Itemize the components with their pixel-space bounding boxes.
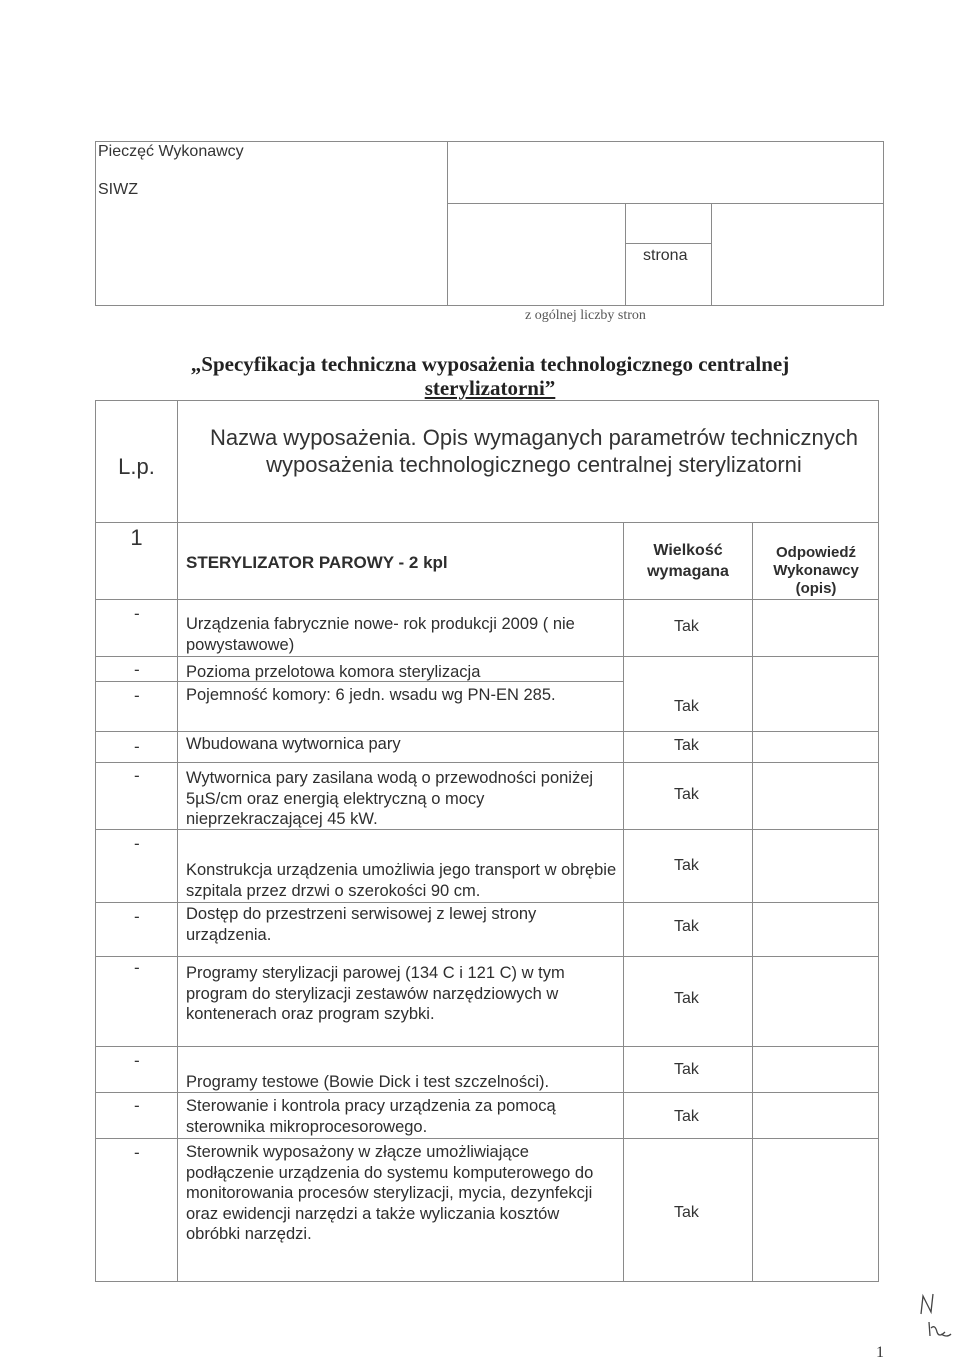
row-text: Dostęp do przestrzeni serwisowej z lewej strony urządzenia. (186, 905, 537, 944)
row-value: Tak (674, 1061, 699, 1078)
handwritten-initials (915, 1288, 955, 1348)
row-value: Tak (674, 737, 699, 754)
row-text: Pojemność komory: 6 jedn. wsadu wg PN-EN 285. (186, 686, 556, 704)
row-lp: - (134, 660, 140, 679)
row-value: Tak (674, 1204, 699, 1221)
column-header-lp: L.p. (118, 454, 155, 479)
row-text: Pozioma przelotowa komora sterylizacja (186, 663, 481, 681)
row-lp: - (134, 1096, 140, 1115)
row-value: Tak (674, 618, 699, 635)
total-pages-label: z ogólnej liczby stron (525, 308, 646, 323)
row-text: Konstrukcja urządzenia umożliwia jego transport w obrębie szpitala przez drzwi o szerokości 90 cm. (186, 861, 617, 900)
row-value: Tak (674, 918, 699, 935)
row-value: Tak (674, 698, 699, 715)
row-lp: - (134, 766, 140, 785)
row-lp: - (134, 737, 140, 756)
section-number: 1 (130, 525, 143, 550)
row-value: Tak (674, 990, 699, 1007)
row-lp: - (134, 1051, 140, 1070)
row-text: Wytwornica pary zasilana wodą o przewodności poniżej 5µS/cm oraz energią elektryczną o mocy nieprzekraczającej 45 kW. (186, 769, 594, 828)
row-value: Tak (674, 786, 699, 803)
title-line-1: „Specyfikacja techniczna wyposażenia technologicznego centralnej (190, 352, 790, 376)
row-value: Tak (674, 857, 699, 874)
row-lp: - (134, 1143, 140, 1162)
row-lp: - (134, 834, 140, 853)
column-header-name: Nazwa wyposażenia. Opis wymaganych parametrów technicznych wyposażenia technologicznego centralnej sterylizatorni (209, 425, 859, 477)
document-title (95, 352, 885, 400)
row-text: Wbudowana wytwornica pary (186, 735, 401, 753)
row-text: Urządzenia fabrycznie nowe- rok produkcji 2009 ( nie powystawowe) (186, 615, 575, 654)
row-text: Programy sterylizacji parowej (134 C i 121 C) w tym program do sterylizacji zestawów narzędziowych w kontenerach oraz program szybki. (186, 964, 565, 1023)
siwz-label: SIWZ (98, 181, 138, 198)
column-header-required: Wielkość wymagana (647, 542, 729, 580)
title-line-2: sterylizatorni” (424, 376, 556, 400)
stamp-label: Pieczęć Wykonawcy (98, 143, 244, 160)
row-lp: - (134, 686, 140, 705)
row-lp: - (134, 604, 140, 623)
row-text: Programy testowe (Bowie Dick i test szczelności). (186, 1073, 550, 1091)
row-text: Sterowanie i kontrola pracy urządzenia za pomocą sterownika mikroprocesorowego. (186, 1097, 556, 1136)
row-text: Sterownik wyposażony w złącze umożliwiające podłączenie urządzenia do systemu komputerowego do monitorowania procesów sterylizacji, mycia, dezynfekcji oraz ewidencji narzędzi a także wyliczania kosztów obróbki narzędzi. (186, 1143, 594, 1243)
column-header-response: Odpowiedź Wykonawcy (opis) (773, 544, 859, 597)
section-title: STERYLIZATOR PAROWY - 2 kpl (186, 553, 448, 572)
page-label: strona (643, 247, 688, 264)
row-value: Tak (674, 1108, 699, 1125)
page-number: 1 (876, 1344, 884, 1361)
row-lp: - (134, 907, 140, 926)
row-lp: - (134, 958, 140, 977)
